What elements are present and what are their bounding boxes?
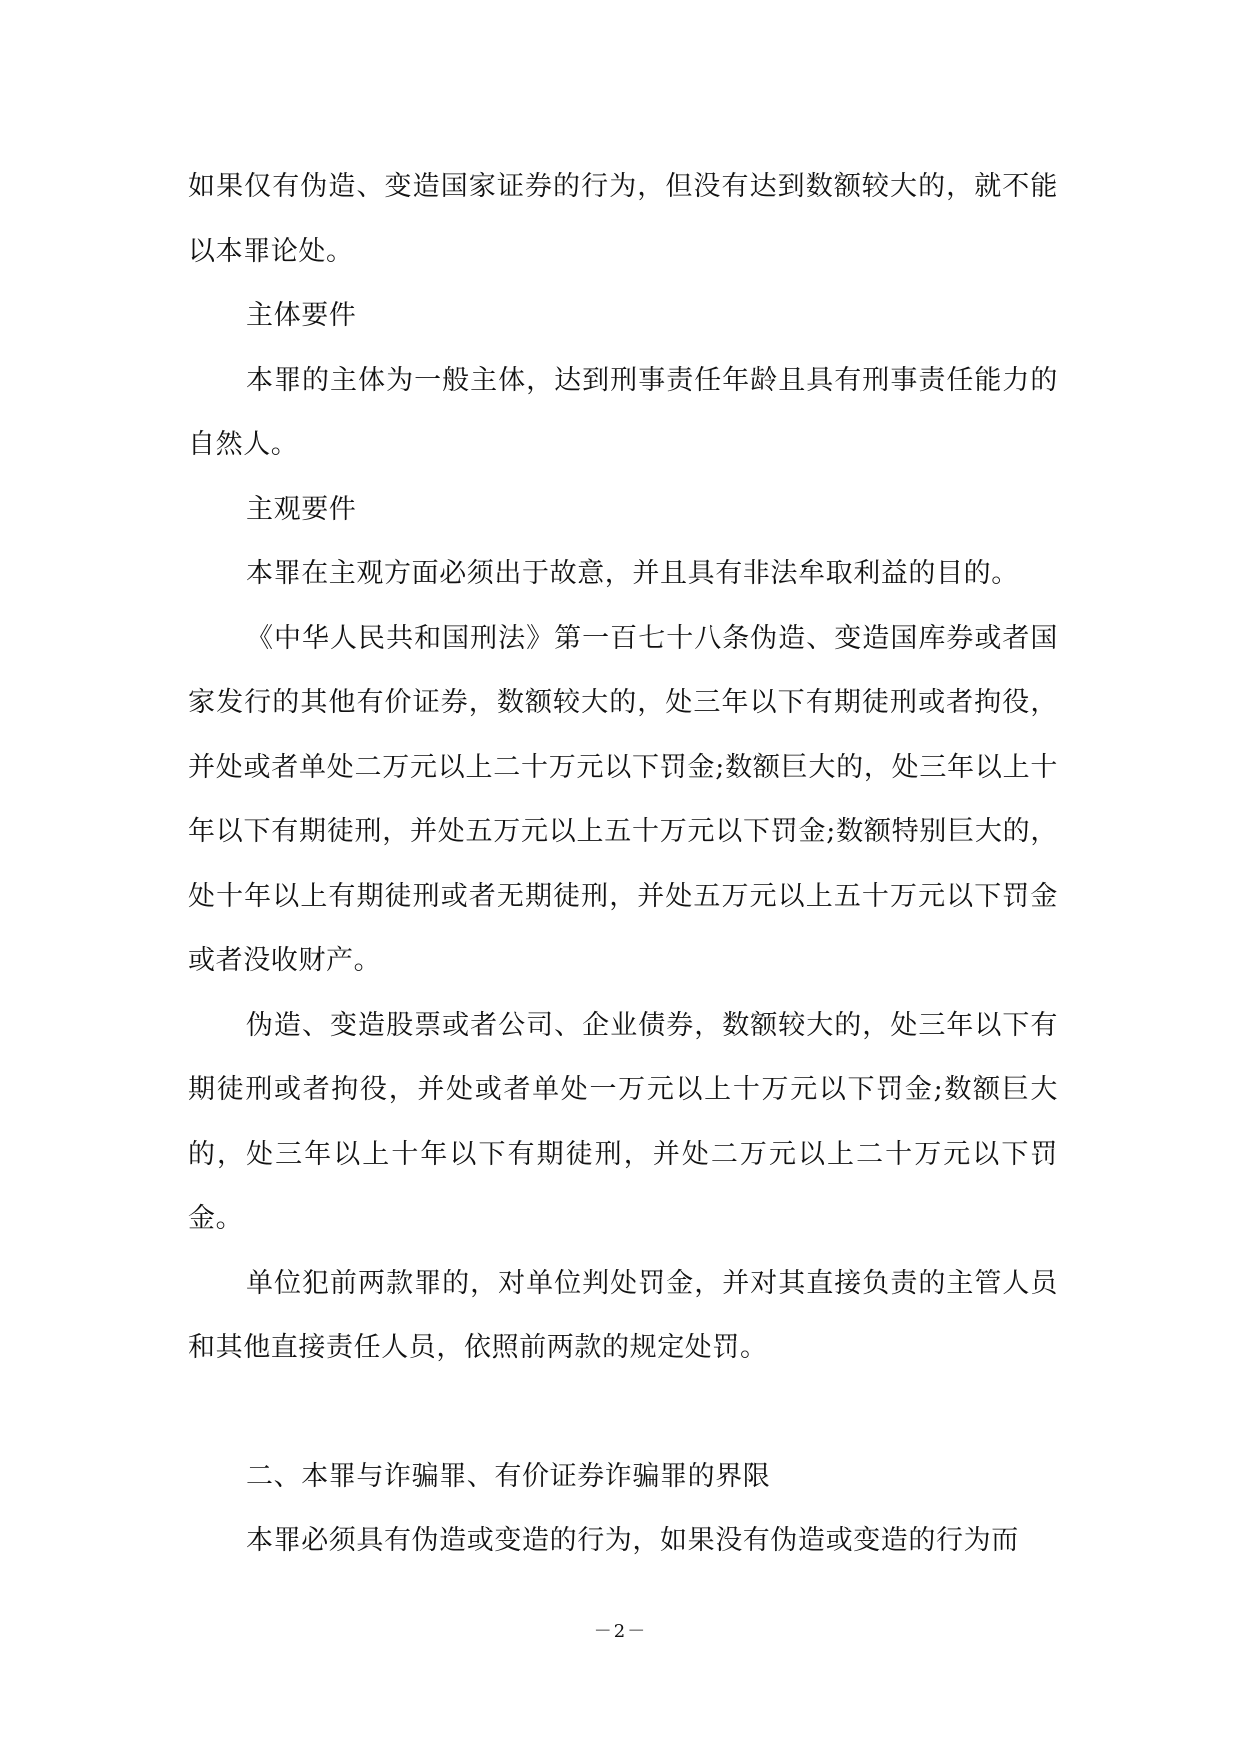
paragraph-stocks-bonds: 伪造、变造股票或者公司、企业债券，数额较大的，处三年以下有期徒刑或者拘役，并处或者单处一万元以上十万元以下罚金;数额巨大的，处三年以上十年以下有期徒刑，并处二万元以上二十万元以下罚金。 bbox=[188, 1009, 1058, 1234]
paragraph-subjective-element: 本罪在主观方面必须出于故意，并且具有非法牟取利益的目的。 bbox=[246, 558, 1019, 589]
paragraph-criminal-law-article: 《中华人民共和国刑法》第一百七十八条伪造、变造国库券或者国家发行的其他有价证券，数额较大的，处三年以下有期徒刑或者拘役，并处或者单处二万元以上二十万元以下罚金;数额巨大的，处三年以上十年以下有期徒刑，并处五万元以上五十万元以下罚金;数额特别巨大的，处十年以上有期徒刑或者无期徒刑，并处五万元以上五十万元以下罚金或者没收财产。 bbox=[188, 622, 1058, 976]
paragraph-boundary: 本罪必须具有伪造或变造的行为，如果没有伪造或变造的行为而 bbox=[246, 1525, 1019, 1556]
section-heading-boundary: 二、本罪与诈骗罪、有价证券诈骗罪的界限 bbox=[246, 1460, 771, 1492]
page-number: －2－ bbox=[593, 1621, 648, 1642]
paragraph-subject-element: 本罪的主体为一般主体，达到刑事责任年龄且具有刑事责任能力的自然人。 bbox=[188, 364, 1058, 460]
paragraph-continuation: 如果仅有伪造、变造国家证券的行为，但没有达到数额较大的，就不能以本罪论处。 bbox=[188, 171, 1058, 267]
document-body bbox=[188, 155, 1058, 1574]
section-heading-subjective-element: 主观要件 bbox=[246, 493, 357, 525]
paragraph-spacer bbox=[188, 1381, 1058, 1445]
section-heading-subject-element: 主体要件 bbox=[246, 300, 357, 331]
paragraph-unit-crime: 单位犯前两款罪的，对单位判处罚金，并对其直接负责的主管人员和其他直接责任人员，依照前两款的规定处罚。 bbox=[188, 1267, 1058, 1363]
